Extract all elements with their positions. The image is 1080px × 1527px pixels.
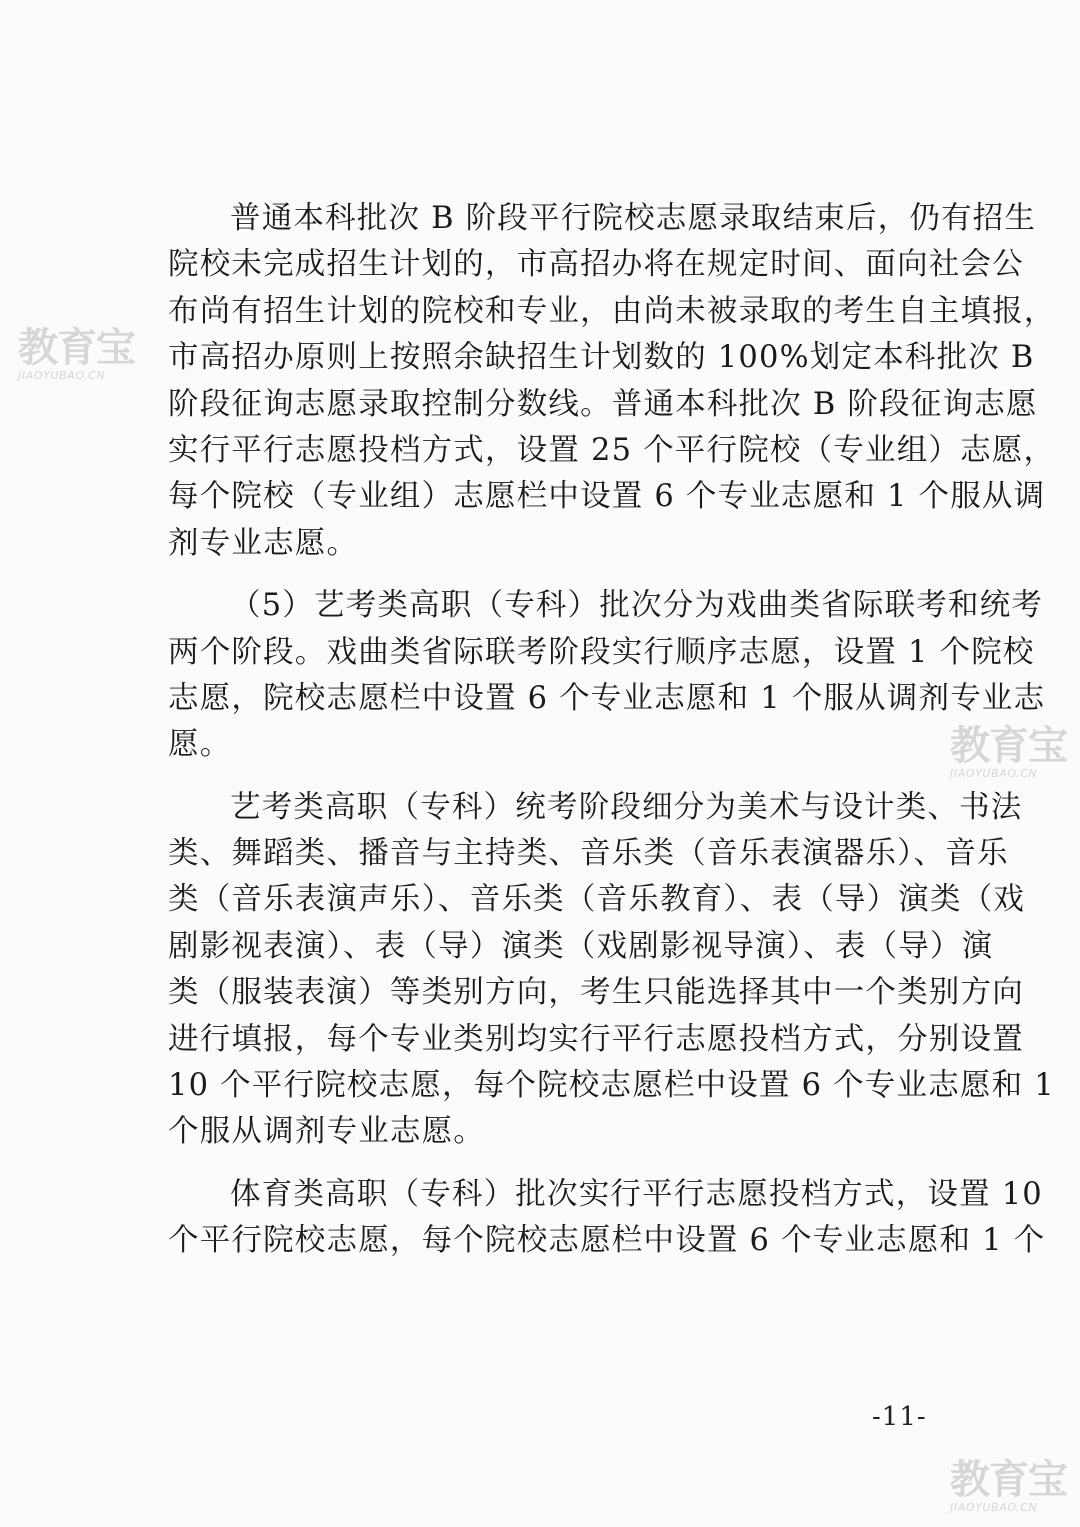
text-line: （5）艺考类高职（专科）批次分为戏曲类省际联考和统考 bbox=[230, 588, 1044, 624]
text-line: 进行填报，每个专业类别均实行平行志愿投档方式，分别设置 bbox=[168, 1021, 1024, 1057]
text-line: 个服从调剂专业志愿。 bbox=[168, 1114, 485, 1150]
watermark-domain: JIAOYUBAO.CN bbox=[950, 1501, 1038, 1514]
text-line: 个平行院校志愿，每个院校志愿栏中设置 6 个专业志愿和 1 个 bbox=[168, 1223, 1046, 1259]
text-line: 类（服装表演）等类别方向，考生只能选择其中一个类别方向 bbox=[168, 975, 1024, 1011]
text-line: 类、舞蹈类、播音与主持类、音乐类（音乐表演器乐）、音乐 bbox=[168, 836, 1009, 872]
watermark-text: 教育宝 bbox=[18, 325, 135, 371]
watermark-logo bbox=[950, 1457, 1067, 1514]
text-line: 剧影视表演）、表（导）演类（戏剧影视导演）、表（导）演 bbox=[168, 928, 994, 964]
text-line: 市高招办原则上按照余缺招生计划数的 100%划定本科批次 B bbox=[168, 340, 1035, 376]
text-line: 剂专业志愿。 bbox=[168, 525, 359, 561]
text-line: 类（音乐表演声乐）、音乐类（音乐教育）、表（导）演类（戏 bbox=[168, 882, 1026, 918]
paragraph-1 bbox=[168, 196, 1056, 567]
watermark-logo bbox=[18, 325, 135, 382]
page-number: -11- bbox=[872, 1402, 927, 1432]
watermark-logo bbox=[950, 723, 1067, 780]
text-line: 普通本科批次 B 阶段平行院校志愿录取结束后，仍有招生 bbox=[230, 201, 1037, 236]
watermark-domain: JIAOYUBAO.CN bbox=[950, 767, 1038, 780]
text-line: 艺考类高职（专科）统考阶段细分为美术与设计类、书法 bbox=[230, 789, 1023, 825]
text-line: 布尚有招生计划的院校和专业，由尚未被录取的考生自主填报， bbox=[168, 293, 1056, 329]
paragraph-4 bbox=[168, 1172, 1046, 1265]
text-line: 阶段征询志愿录取控制分数线。普通本科批次 B 阶段征询志愿 bbox=[168, 386, 1038, 422]
text-line: 体育类高职（专科）批次实行平行志愿投档方式，设置 10 bbox=[230, 1176, 1043, 1212]
text-line: 两个阶段。戏曲类省际联考阶段实行顺序志愿，设置 1 个院校 bbox=[168, 634, 1035, 670]
text-line: 院校未完成招生计划的，市高招办将在规定时间、面向社会公 bbox=[168, 247, 1024, 283]
paragraph-3 bbox=[168, 785, 1055, 1156]
text-line: 每个院校（专业组）志愿栏中设置 6 个专业志愿和 1 个服从调 bbox=[168, 479, 1046, 515]
text-line: 愿。 bbox=[168, 727, 232, 763]
text-line: 实行平行志愿投档方式，设置 25 个平行院校（专业组）志愿， bbox=[168, 432, 1056, 468]
watermark-text: 教育宝 bbox=[950, 723, 1067, 769]
text-line: 10 个平行院校志愿，每个院校志愿栏中设置 6 个专业志愿和 1 bbox=[168, 1068, 1055, 1104]
watermark-domain: JIAOYUBAO.CN bbox=[18, 369, 106, 382]
text-line: 志愿，院校志愿栏中设置 6 个专业志愿和 1 个服从调剂专业志 bbox=[168, 680, 1046, 716]
watermark-text: 教育宝 bbox=[950, 1457, 1067, 1503]
